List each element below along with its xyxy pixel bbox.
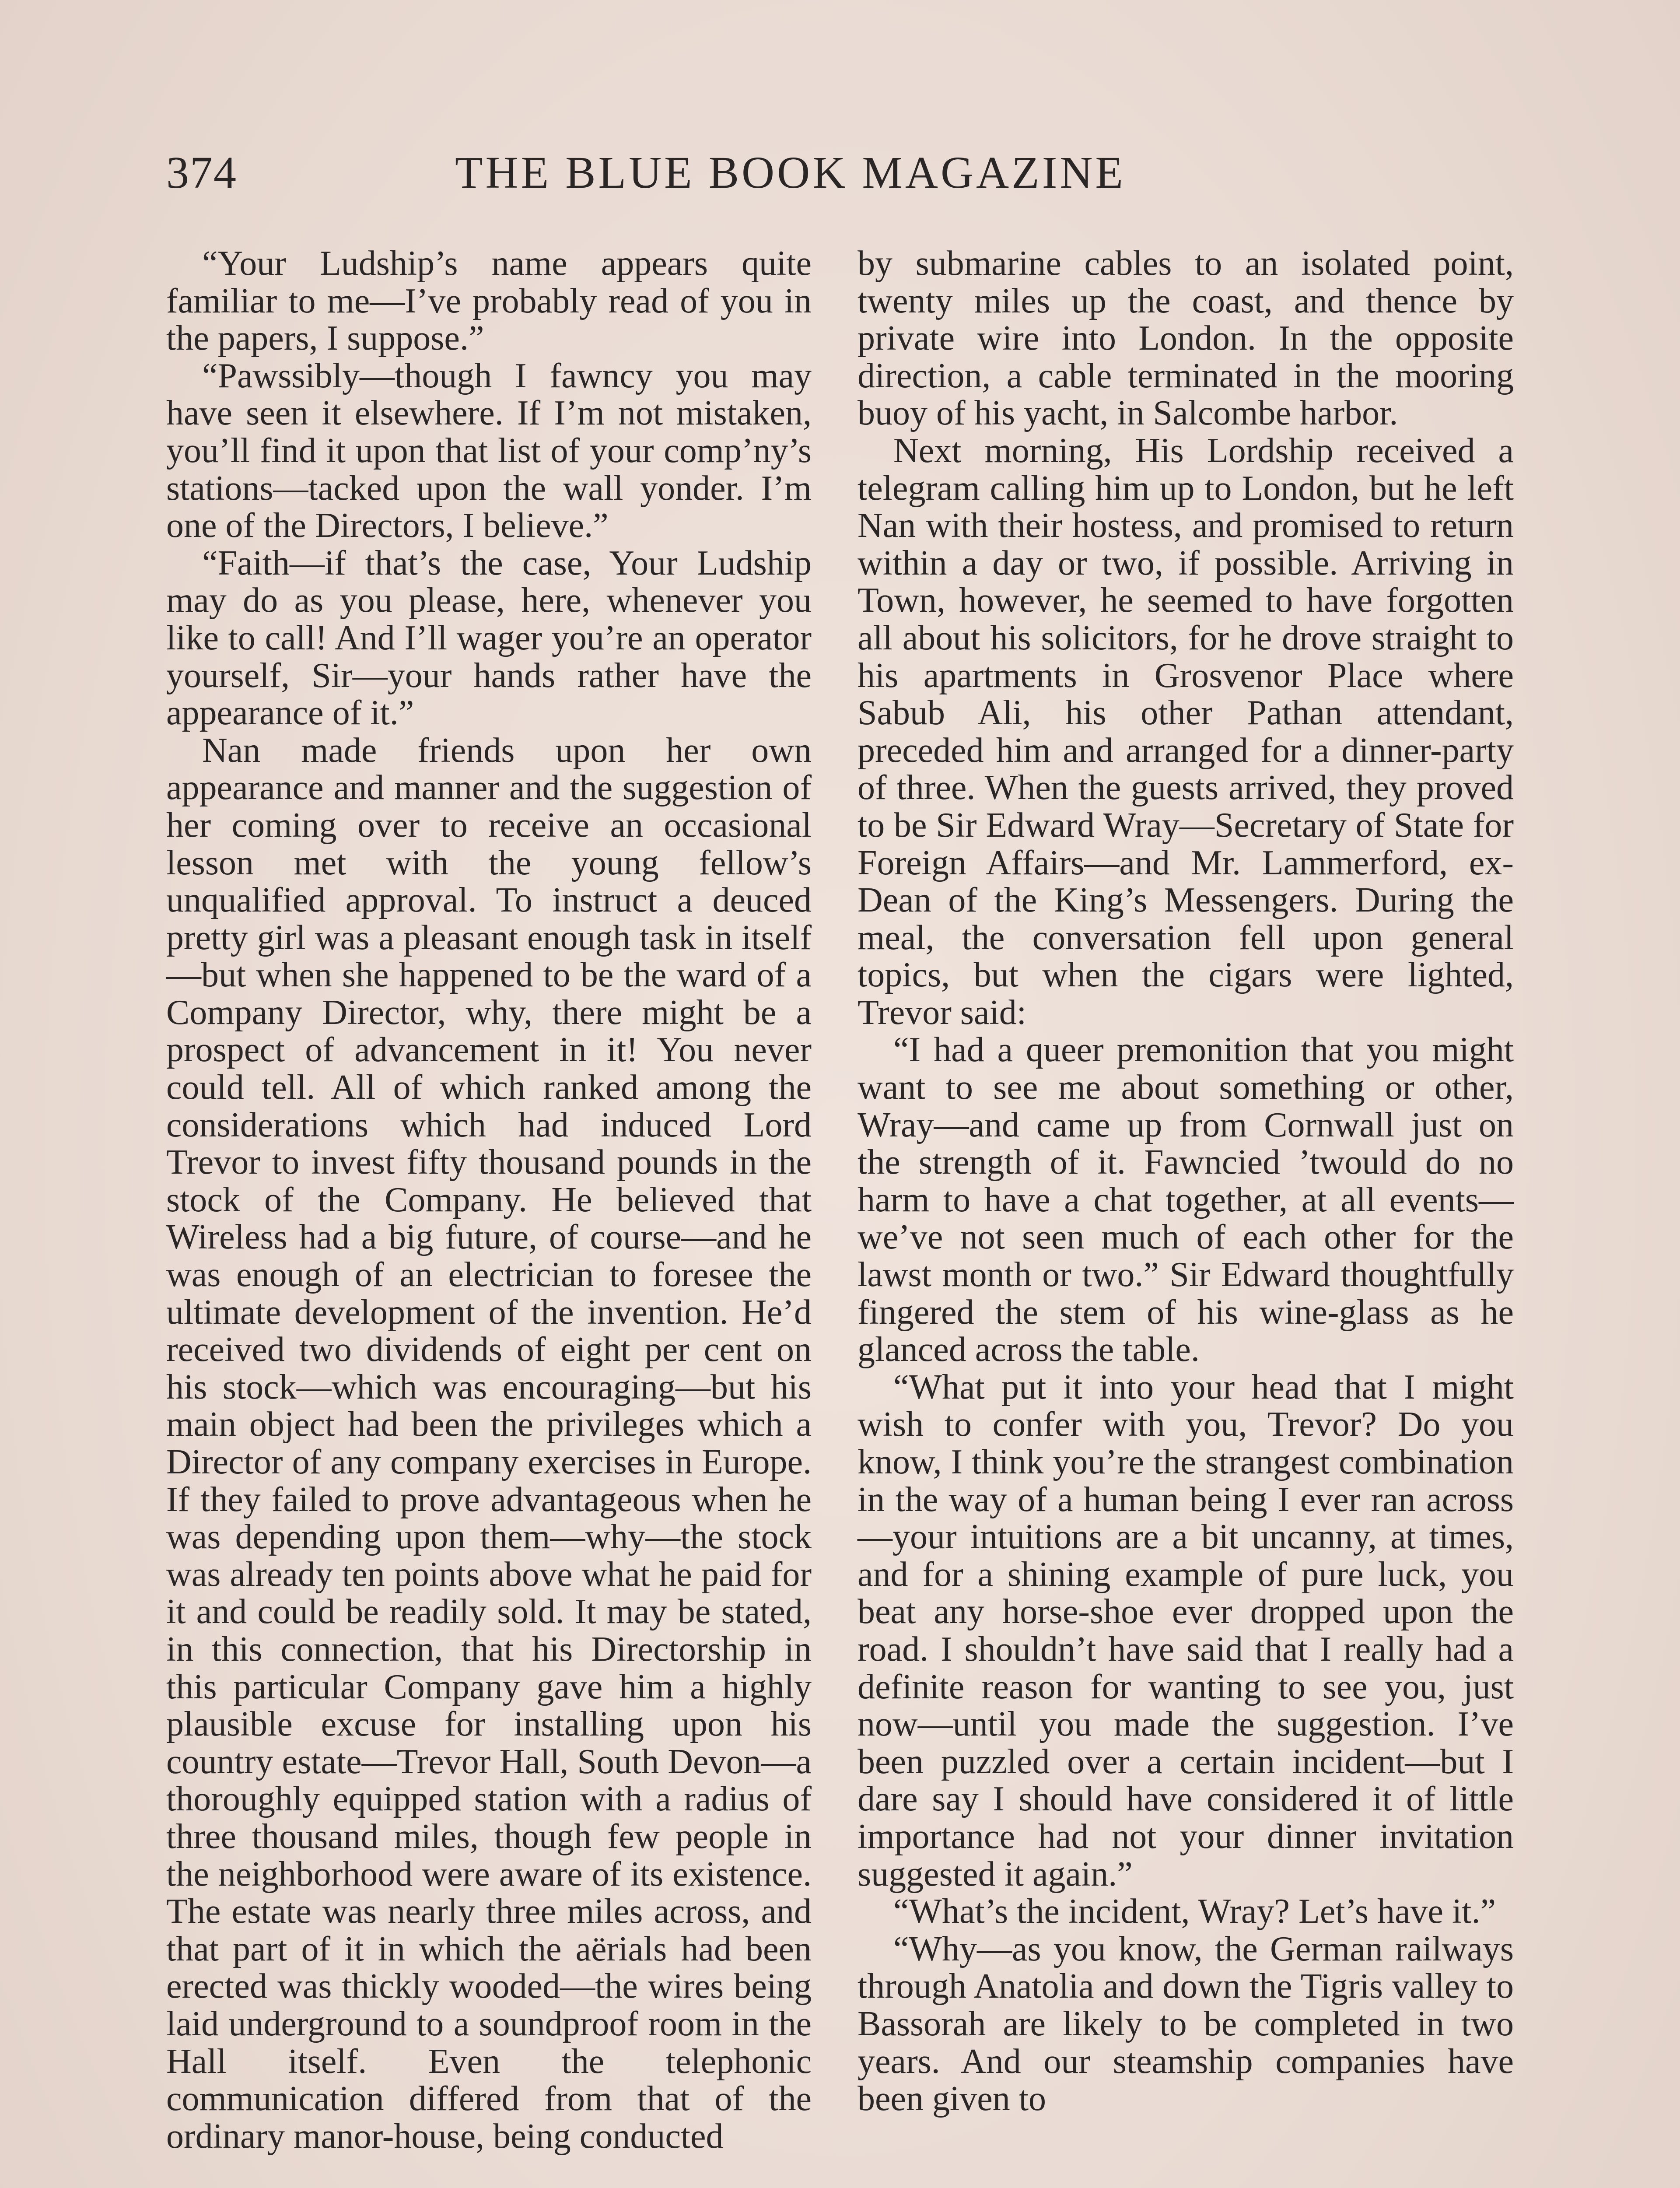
page-header [166,144,1247,201]
left-column [166,245,812,2155]
right-column [858,245,1514,2118]
page-number: 374 [166,147,237,198]
paragraph: Nan made friends upon her own appearance and manner and the suggestion of her coming over to receive an occasional lesson met with the young fellow’s unqualified approval. To instruct a deuced pretty girl was a pleasant enough task in itself—but when she happened to be the ward of a Company Director, why, there might be a prospect of advancement in it! You never could tell. All of which ranked among the considerations which had induced Lord Trevor to invest fifty thousand pounds in the stock of the Company. He believed that Wireless had a big future, of course—and he was enough of an electrician to foresee the ultimate development of the invention. He’d received two dividends of eight per cent on his stock—which was encouraging—but his main object had been the privileges which a Director of any company exercises in Europe. If they failed to prove advantageous when he was depending upon them—why—the stock was already ten points above what he paid for it and could be readily sold. It may be stated, in this connection, that his Directorship in this particular Company gave him a highly plausible excuse for installing upon his country estate—Trevor Hall, South Devon—a thoroughly equipped station with a radius of three thousand miles, though few people in the neighborhood were aware of its existence. The estate was nearly three miles across, and that part of it in which the aërials had been erected was thickly wooded—the wires being laid underground to a soundproof room in the Hall itself. Even the telephonic communication differed from that of the ordinary manor-house, being conducted [166,731,812,2156]
paragraph: “Faith—if that’s the case, Your Ludship may do as you please, here, whenever you like to call! And I’ll wager you’re an operator yourself, Sir—your hands rather have the appearance of it.” [166,543,812,733]
paragraph: “I had a queer premonition that you might want to see me about something or other, Wray—and came up from Cornwall just on the strength of it. Fawncied ’twould do no harm to have a chat together, at all events—we’ve not seen much of each other for the lawst month or two.” Sir Edward thoughtfully fingered the stem of his wine-glass as he glanced across the table. [858,1031,1514,1369]
paragraph: Next morning, His Lordship received a telegram calling him up to London, but he left Nan with their hostess, and promised to return within a day or two, if possible. Arriving in Town, however, he seemed to have forgotten all about his solicitors, for he drove straight to his apartments in Grosvenor Place where Sabub Ali, his other Pathan attendant, preceded him and arranged for a dinner-party of three. When the guests arrived, they proved to be Sir Edward Wray—Secretary of State for Foreign Affairs—and Mr. Lammerford, ex-Dean of the King’s Messengers. During the meal, the conversation fell upon general topics, but when the cigars were lighted, Trevor said: [858,431,1514,1032]
running-title: THE BLUE BOOK MAGAZINE [455,147,1126,198]
paragraph: “What put it into your head that I might wish to confer with you, Trevor? Do you know, I think you’re the strangest combination in the way of a human being I ever ran across—your intuitions are a bit uncanny, at times, and for a shining example of pure luck, you beat any horse-shoe ever dropped upon the road. I shouldn’t have said that I really had a definite reason for wanting to see you, just now—until you made the suggestion. I’ve been puzzled over a certain incident—but I dare say I should have considered it of little importance had not your dinner invitation suggested it again.” [858,1368,1514,1893]
paragraph-continuation: by submarine cables to an isolated point, twenty miles up the coast, and thence by private wire into London. In the opposite direction, a cable terminated in the mooring buoy of his yacht, in Salcombe harbor. [858,244,1514,433]
paragraph: “Your Ludship’s name appears quite familiar to me—I’ve probably read of you in the papers, I suppose.” [166,244,812,358]
paragraph: “Why—as you know, the German railways through Anatolia and down the Tigris valley to Bassorah are likely to be completed in two years. And our steamship companies have been given to [858,1929,1514,2118]
paragraph: “What’s the incident, Wray? Let’s have it.” [893,1892,1496,1931]
paragraph: “Pawssibly—though I fawncy you may have seen it elsewhere. If I’m not mistaken, you’ll find it upon that list of your comp’ny’s stations—tacked upon the wall yonder. I’m one of the Directors, I believe.” [166,356,812,545]
